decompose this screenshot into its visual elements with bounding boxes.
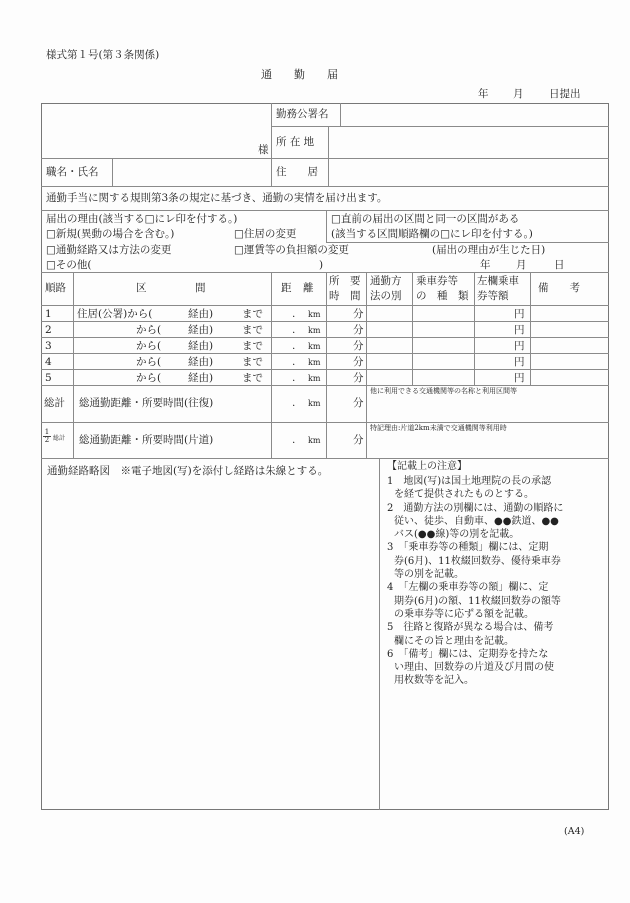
row-via: 経由)	[188, 324, 214, 336]
row-order: 1	[45, 308, 52, 320]
row-yen-unit: 円	[514, 340, 525, 352]
row-time-unit: 分	[353, 340, 364, 352]
header-order: 順路	[45, 282, 66, 294]
occurrence-year: 年	[480, 259, 491, 271]
occurrence-date-label: (届出の理由が生じた日)	[432, 244, 546, 256]
name-field[interactable]	[113, 159, 270, 185]
total-oneway-desc: 総通勤距離・所要時間(片道)	[79, 434, 214, 446]
header-method: 通勤方	[370, 275, 402, 287]
note-line: の乗車券等に応ずる額を記載。	[394, 608, 534, 620]
date-year: 年	[478, 88, 489, 100]
header-amount-2: 券等額	[477, 290, 509, 302]
row-distance-unit: km	[308, 326, 321, 335]
row-distance-dot: .	[292, 372, 296, 384]
row-from: から(	[136, 356, 162, 368]
reason-new-checkbox[interactable]: □新規(異動の場合を含む。)	[46, 228, 175, 240]
row-to: まで	[242, 340, 263, 352]
row-time-unit: 分	[353, 356, 364, 368]
declaration-text: 通勤手当に関する規則第3条の規定に基づき、通勤の実情を届け出ます。	[46, 192, 388, 204]
notes-panel	[384, 462, 608, 688]
note-line: 従い、徒歩、自動車、●●鉄道、●●	[394, 515, 559, 527]
note-line: 欄にその旨と理由を記載。	[394, 635, 514, 647]
total-oneway-label: 総計	[53, 435, 66, 442]
header-section: 区	[136, 282, 147, 294]
header-distance: 距	[281, 282, 292, 294]
row-via: 経由)	[188, 356, 214, 368]
name-label: 職名・氏名	[46, 166, 99, 178]
total-round-desc: 総通勤距離・所要時間(往復)	[79, 397, 214, 409]
row-via: 経由)	[188, 340, 214, 352]
note-line: 5 往路と復路が異なる場合は、備考	[387, 622, 554, 634]
total-round-dot: .	[292, 397, 296, 409]
office-name-field[interactable]	[341, 104, 607, 125]
header-remarks: 備 考	[538, 282, 580, 294]
special-reason-field[interactable]	[367, 434, 608, 457]
row-yen-unit: 円	[514, 308, 525, 320]
table-row[interactable]	[42, 306, 608, 321]
other-transport-note: 他に利用できる交通機関等の名称と利用区間等	[370, 387, 517, 395]
same-section-note: (該当する区間順路欄の□にレ印を付する。)	[331, 228, 533, 240]
row-distance-unit: km	[308, 310, 321, 319]
total-oneway-dot: .	[292, 434, 296, 446]
header-ticket-type: 乗車券等	[416, 275, 458, 287]
row-from: 住居(公署)から(	[77, 308, 153, 320]
header-amount: 左欄乗車	[477, 275, 519, 287]
note-line: 3 「乗車券等の種類」欄には、定期	[387, 542, 549, 554]
half-denominator: 2	[44, 436, 50, 444]
row-to: まで	[242, 356, 263, 368]
date-day-submitted: 日提出	[549, 88, 581, 100]
route-map-area[interactable]	[42, 482, 378, 808]
notes-lines	[384, 475, 608, 688]
row-time-unit: 分	[353, 372, 364, 384]
row-via: 経由)	[188, 308, 214, 320]
header-distance-2: 離	[303, 282, 314, 294]
row-via: 経由)	[188, 372, 214, 384]
note-line: を経て提供されたものとする。	[394, 489, 534, 501]
row-distance-unit: km	[308, 342, 321, 351]
row-time-unit: 分	[353, 324, 364, 336]
header-method-2: 法の別	[370, 290, 402, 302]
total-round-km: km	[308, 399, 321, 408]
note-line: 2 通勤方法の別欄には、通勤の順路に	[387, 502, 564, 514]
addressee-field[interactable]	[42, 104, 270, 157]
note-line: バス(●●線)等の別を記載。	[394, 529, 520, 541]
reason-fare-change-checkbox[interactable]: □運賃等の負担額の変更	[234, 244, 349, 256]
row-distance-dot: .	[292, 356, 296, 368]
other-transport-field[interactable]	[367, 397, 608, 421]
total-round-label: 総計	[44, 397, 65, 409]
header-ticket-type-2: の 種 類	[416, 290, 469, 302]
row-order: 5	[45, 372, 52, 384]
row-order: 3	[45, 340, 52, 352]
header-section-2: 間	[195, 282, 206, 294]
row-to: まで	[242, 372, 263, 384]
row-distance-unit: km	[308, 358, 321, 367]
residence-label: 住 居	[276, 166, 318, 178]
location-field[interactable]	[329, 127, 607, 157]
note-line: 券(6月)、11枚綴回数券、優待乗車券	[394, 555, 561, 567]
paper-size: (A4)	[564, 826, 585, 837]
notes-heading: 【記載上の注意】	[387, 461, 467, 472]
note-line: 等の別を記載。	[394, 569, 464, 581]
reason-other-checkbox[interactable]: □その他(	[46, 259, 92, 271]
occurrence-day: 日	[554, 259, 565, 271]
date-month: 月	[513, 88, 524, 100]
header-time: 所 要	[329, 275, 361, 287]
note-line: 用枚数等を記入。	[394, 675, 474, 687]
form-number: 様式第１号(第３条関係)	[46, 49, 160, 61]
row-from: から(	[136, 340, 162, 352]
row-distance-dot: .	[292, 340, 296, 352]
reason-residence-change-checkbox[interactable]: □住居の変更	[234, 228, 297, 240]
reason-other-close-paren: )	[319, 259, 324, 271]
table-row[interactable]	[42, 322, 608, 337]
row-distance-dot: .	[292, 324, 296, 336]
note-line: 1 地図(写)は国土地理院の長の承認	[387, 476, 552, 487]
row-time-unit: 分	[353, 308, 364, 320]
half-numerator: 1	[44, 428, 50, 436]
note-line: い理由、回数券の片道及び月間の使	[394, 662, 554, 674]
note-line: 6 「備考」欄には、定期券を持たな	[387, 648, 549, 660]
route-map-label: 通勤経路略図 ※電子地図(写)を添付し経路は朱線とする。	[47, 465, 329, 477]
reason-route-change-checkbox[interactable]: □通勤経路又は方法の変更	[46, 244, 172, 256]
reason-heading: 届出の理由(該当する□にレ印を付する。)	[46, 213, 238, 225]
half-fraction	[43, 429, 51, 444]
row-from: から(	[136, 372, 162, 384]
note-line: 4 「左欄の乗車券等の額」欄に、定	[387, 582, 549, 594]
office-name-label: 勤務公署名	[276, 108, 329, 120]
row-to: まで	[242, 308, 263, 320]
total-oneway-km: km	[308, 436, 321, 445]
occurrence-month: 月	[516, 259, 527, 271]
row-order: 2	[45, 324, 52, 336]
special-reason-note: 特記理由:片道2km未満で交通機関等利用時	[370, 424, 507, 432]
table-row[interactable]	[42, 354, 608, 369]
row-distance-unit: km	[308, 374, 321, 383]
addressee-suffix: 様	[258, 144, 269, 156]
row-yen-unit: 円	[514, 324, 525, 336]
form-title: 通 勤 届	[261, 68, 338, 81]
total-oneway-min: 分	[353, 434, 364, 446]
table-row[interactable]	[42, 370, 608, 385]
row-order: 4	[45, 356, 52, 368]
note-line: 期券(6月)の額、11枚綴回数券の額等	[394, 595, 561, 607]
table-row[interactable]	[42, 338, 608, 353]
row-yen-unit: 円	[514, 372, 525, 384]
total-round-min: 分	[353, 397, 364, 409]
row-yen-unit: 円	[514, 356, 525, 368]
same-section-checkbox[interactable]: □直前の届出の区間と同一の区間がある	[331, 213, 520, 225]
row-from: から(	[136, 324, 162, 336]
row-distance-dot: .	[292, 308, 296, 320]
row-to: まで	[242, 324, 263, 336]
location-label: 所 在 地	[276, 136, 315, 148]
header-time-2: 時 間	[329, 290, 361, 302]
residence-field[interactable]	[329, 159, 607, 185]
